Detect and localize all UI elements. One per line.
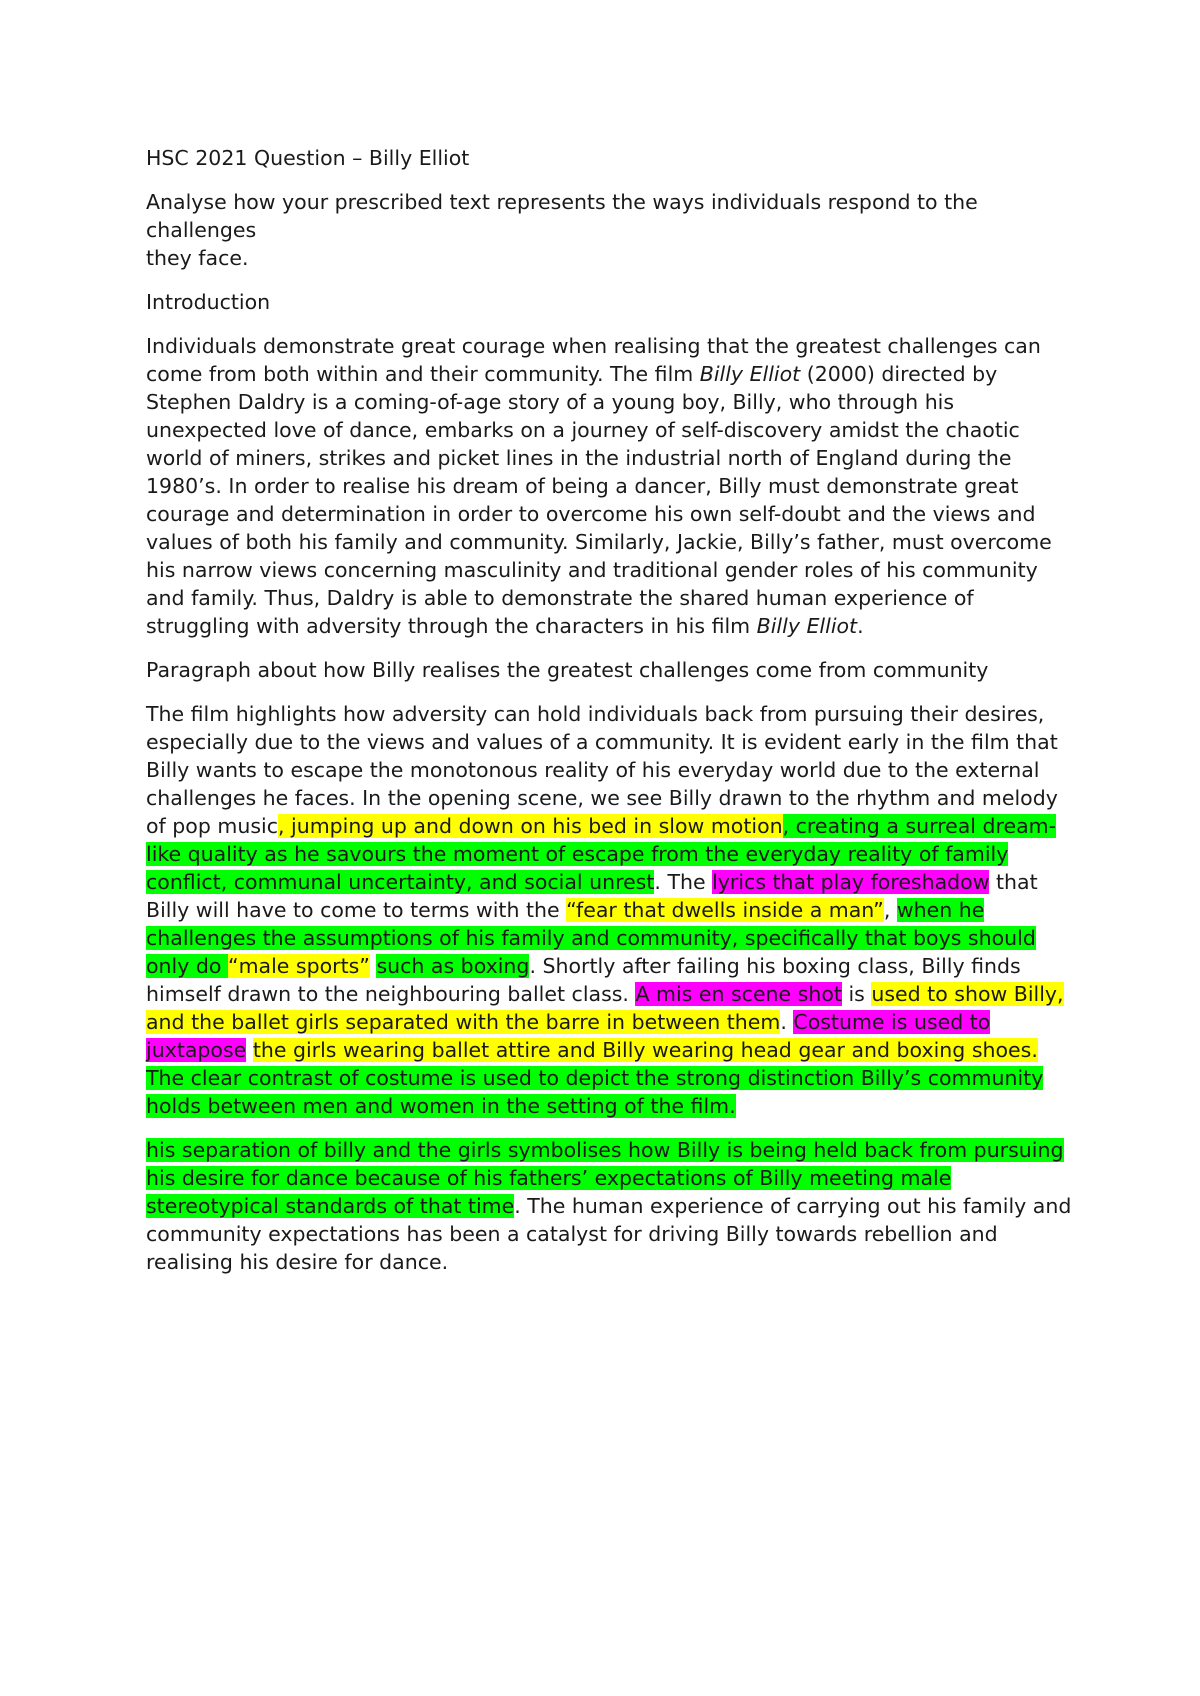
film-title: Billy Elliot xyxy=(699,362,801,386)
body-text: , xyxy=(883,898,897,922)
intro-text: Individuals demonstrate great courage when realising that the greatest challenges can come from both within and their community. The film xyxy=(146,334,1041,386)
body-text: . The human experience of carrying out his family and community expectations has been a catalyst for driving Billy towards rebellion and realising his desire for dance. xyxy=(146,1194,1072,1274)
body-paragraph xyxy=(146,700,1076,1120)
highlight-green: when he challenges the assumptions of his family and community, specifically that boys should only do xyxy=(146,898,1036,978)
document-title: HSC 2021 Question – Billy Elliot xyxy=(146,146,470,170)
body-text: is xyxy=(841,982,872,1006)
body-text: . The xyxy=(654,870,713,894)
film-title: Billy Elliot xyxy=(756,614,858,638)
intro-heading: Introduction xyxy=(146,290,271,314)
body-paragraph-2 xyxy=(146,1136,1076,1276)
highlight-green: his separation of billy and the girls symbolises how Billy is being held back from pursuing his desire for dance because of his fathers’ expectations of Billy meeting male stereotypical standards of that time xyxy=(146,1138,1064,1218)
highlight-yellow: the girls wearing ballet attire and Billy wearing head gear and boxing shoes. xyxy=(252,1038,1038,1062)
document-body xyxy=(146,144,1076,1292)
highlight-yellow: , jumping up and down on his bed in slow motion xyxy=(277,814,783,838)
highlight-green: The clear contrast of costume is used to depict the strong distinction Billy’s community holds between men and women in the setting of the film. xyxy=(146,1066,1044,1118)
highlight-green: such as boxing xyxy=(376,954,530,978)
intro-text: . xyxy=(857,614,864,638)
question-line: Analyse how your prescribed text represents the ways individuals respond to the xyxy=(146,190,978,214)
body-text: . Shortly after failing his boxing class, Billy finds himself drawn to the neighbouring ballet class. xyxy=(146,954,1021,1006)
body-text xyxy=(246,1038,253,1062)
highlight-yellow: “fear that dwells inside a man” xyxy=(566,898,884,922)
body-text: that Billy will have to come to terms with the xyxy=(146,870,1038,922)
highlight-magenta: Costume is used to juxtapose xyxy=(146,1010,991,1062)
question-line: they face. xyxy=(146,246,249,270)
intro-text: (2000) directed by Stephen Daldry is a coming-of-age story of a young boy, Billy, who through his unexpected love of dance, embarks on a journey of self-discovery amidst the chaotic world of miners, strikes and picket lines in the industrial north of England during the 1980’s. In order to realise his dream of being a dancer, Billy must demonstrate great courage and determination in order to overcome his own self-doubt and the views and values of both his family and community. Similarly, Jackie, Billy’s father, must overcome his narrow views concerning masculinity and traditional gender roles of his community and family. Thus, Daldry is able to demonstrate the shared human experience of struggling with adversity through the characters in his film xyxy=(146,362,1052,638)
highlight-green: , creating a surreal dream-like quality as he savours the moment of escape from the everyday reality of family conflict, communal uncertainty, and social unrest xyxy=(146,814,1057,894)
intro-paragraph xyxy=(146,332,1076,640)
question-line: challenges xyxy=(146,218,257,242)
highlight-magenta: lyrics that play foreshadow xyxy=(712,870,990,894)
body-text: . xyxy=(780,1010,794,1034)
body-text: The film highlights how adversity can hold individuals back from pursuing their desires, especially due to the views and values of a community. It is evident early in the film that Billy wants to escape the monotonous reality of his everyday world due to the external challenges he faces. In the opening scene, we see Billy drawn to the rhythm and melody of pop music xyxy=(146,702,1058,838)
paragraph-heading: Paragraph about how Billy realises the greatest challenges come from community xyxy=(146,658,989,682)
highlight-yellow: used to show Billy, and the ballet girls separated with the barre in between them xyxy=(146,982,1064,1034)
highlight-yellow: “male sports” xyxy=(227,954,370,978)
highlight-magenta: A mis en scene shot xyxy=(635,982,842,1006)
question-text xyxy=(146,188,1076,272)
